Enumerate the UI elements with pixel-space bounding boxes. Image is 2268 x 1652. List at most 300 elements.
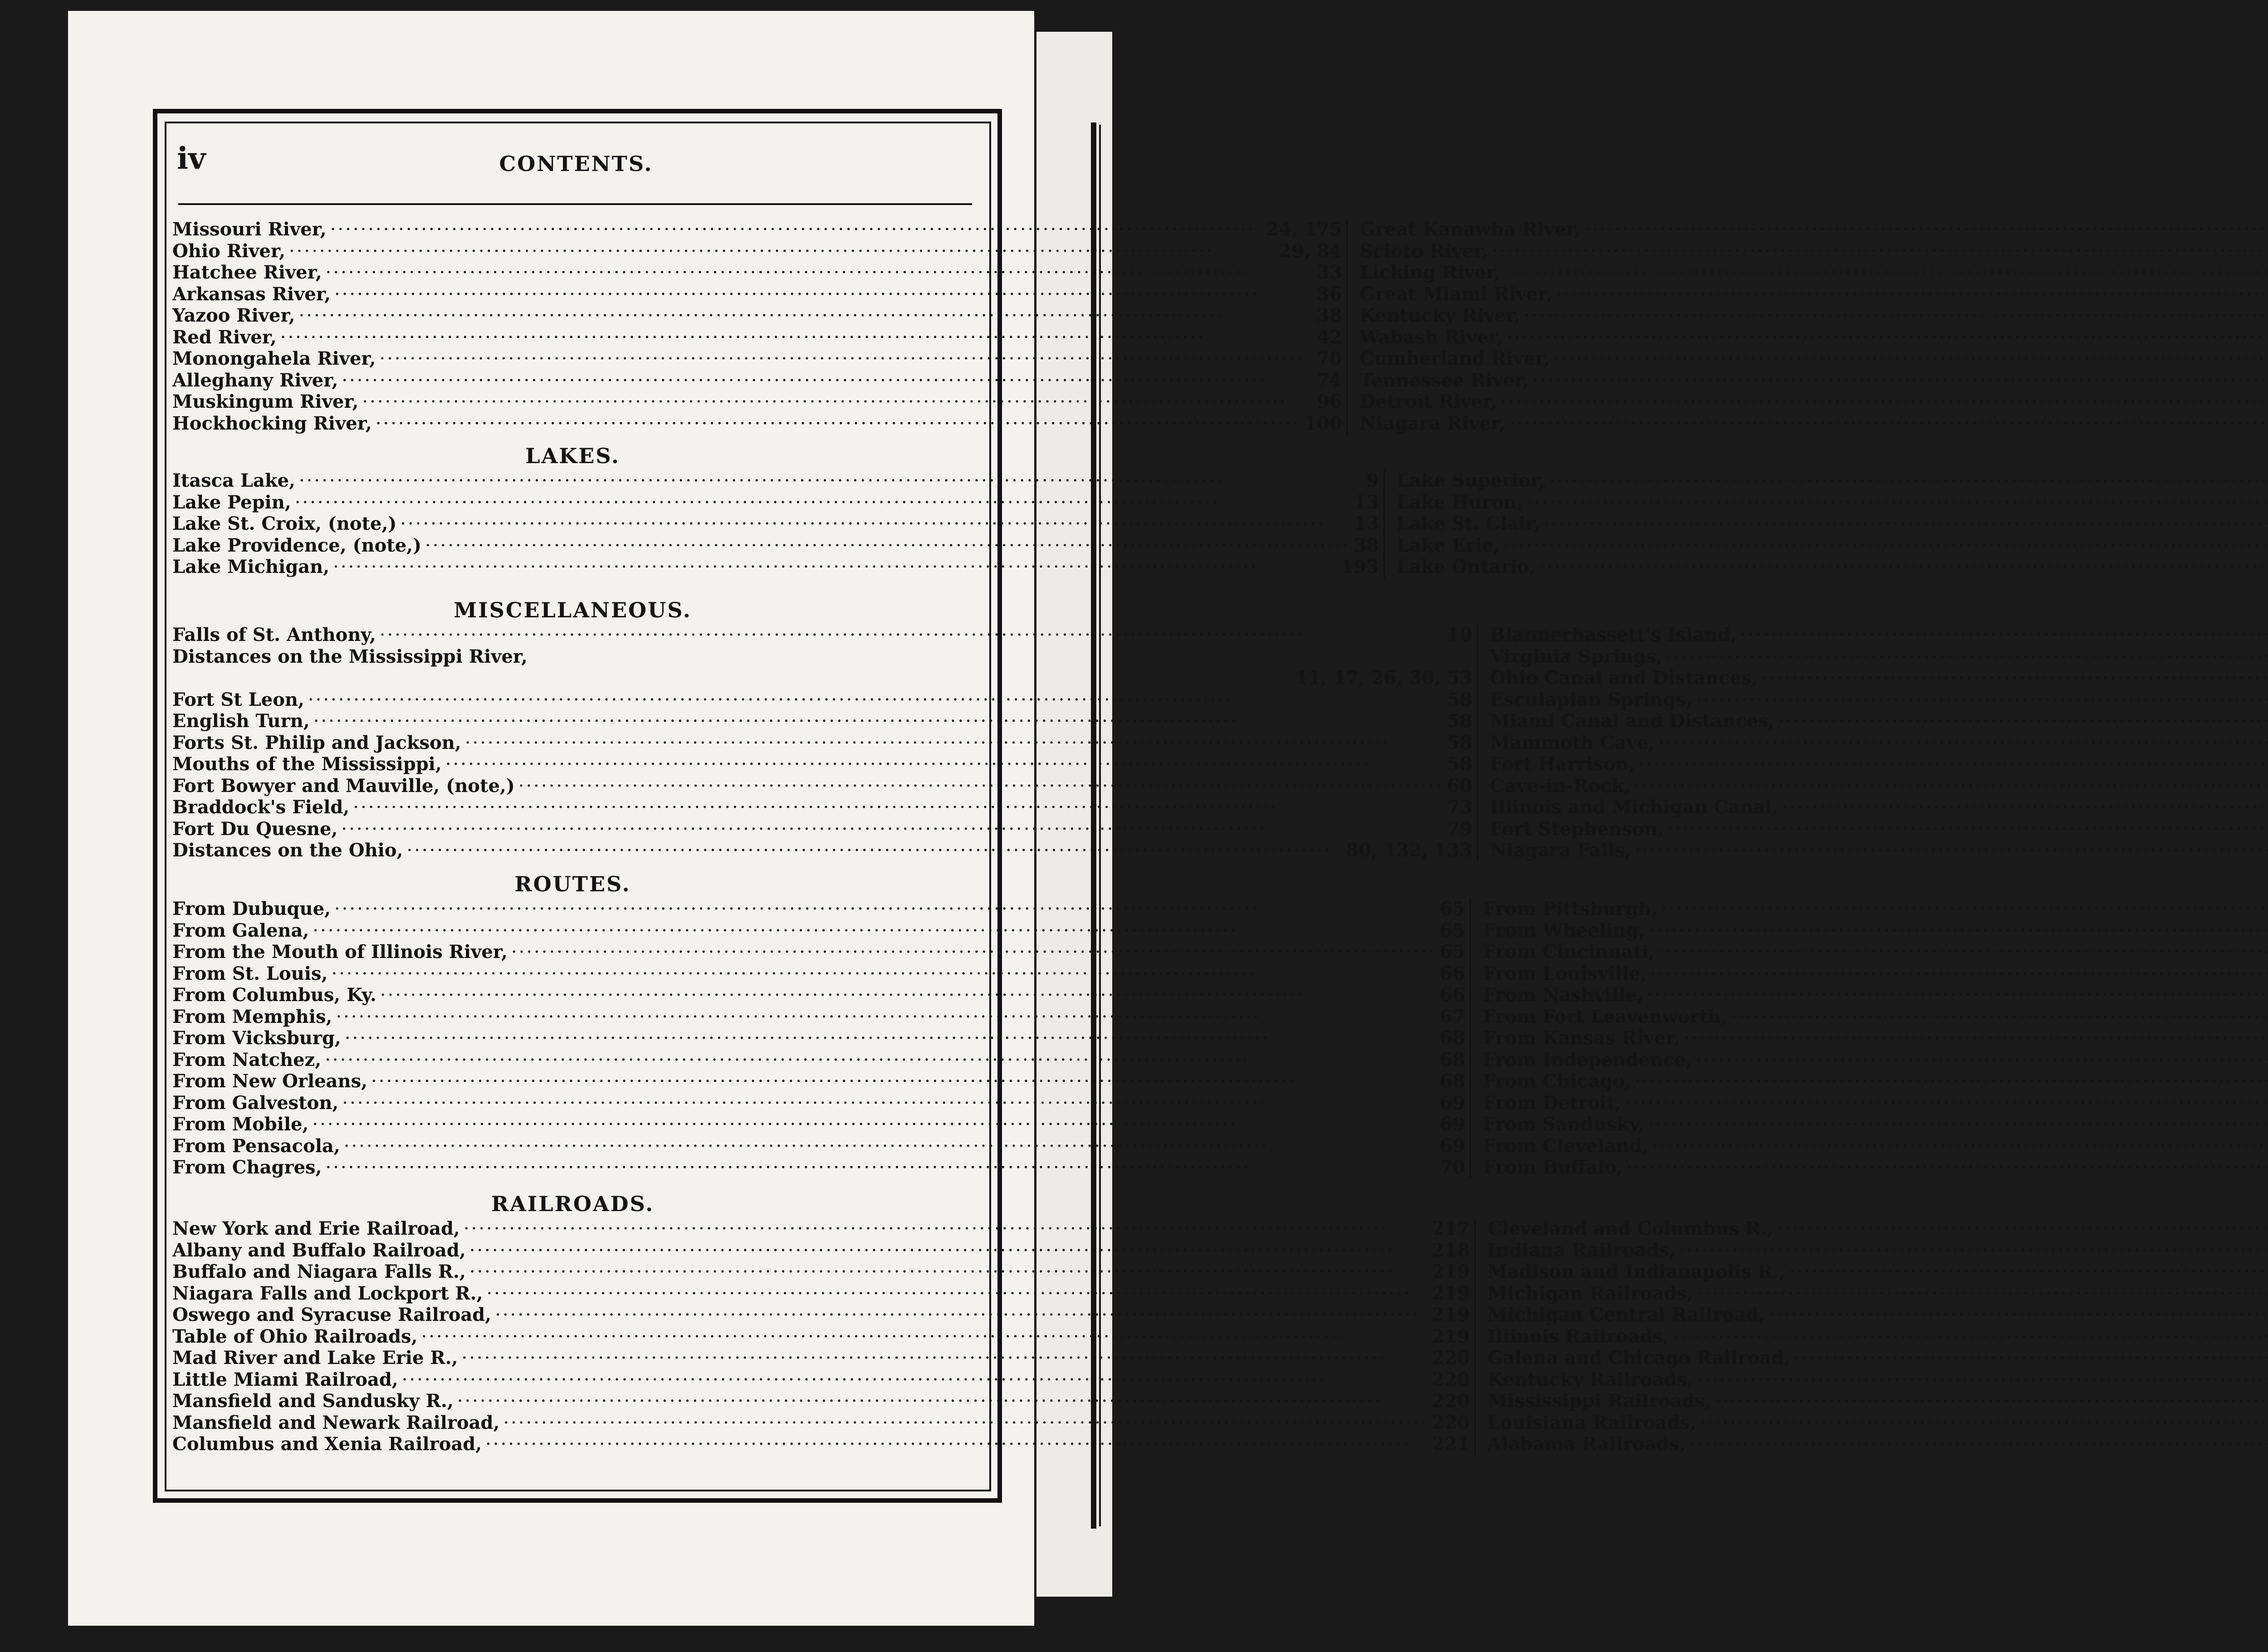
dot-leader	[511, 942, 1436, 963]
dot-leader	[1700, 1413, 2268, 1434]
toc-entry	[1483, 984, 2268, 1006]
dot-leader	[457, 1391, 1428, 1413]
toc-entry	[172, 689, 1472, 711]
dot-leader	[308, 689, 1443, 711]
dot-leader	[1527, 492, 2268, 514]
toc-entry-page: 42	[1316, 326, 1342, 348]
toc-entry-title: Mansfield and Sandusky R.,	[172, 1390, 454, 1412]
rivers-left-column	[172, 219, 1348, 434]
toc-entry-title: Lake Michigan,	[172, 556, 330, 577]
toc-entry-page: 10	[1447, 624, 1472, 645]
toc-entry-title: Niagara Falls,	[1490, 840, 1632, 861]
dot-leader	[1652, 1136, 2268, 1158]
toc-entry	[1487, 1261, 2268, 1283]
dot-leader	[1584, 219, 2268, 241]
toc-entry-title: From Pensacola,	[172, 1135, 340, 1157]
toc-entry	[172, 513, 1379, 535]
page-number: iv	[177, 141, 206, 176]
toc-entry-page: 219	[1432, 1261, 1470, 1282]
toc-entry	[172, 818, 1472, 840]
toc-entry-page: 68	[1440, 1027, 1465, 1049]
toc-entry	[172, 470, 1379, 492]
toc-entry	[1483, 1092, 2268, 1114]
dot-leader	[1544, 513, 2268, 535]
toc-entry-title: Mississippi Railroads,	[1487, 1390, 1711, 1412]
toc-entry	[1359, 370, 2268, 391]
toc-entry	[172, 1326, 1470, 1348]
toc-entry-page: 13	[1354, 513, 1379, 534]
toc-entry	[172, 1135, 1465, 1157]
toc-entry-title: Albany and Buffalo Railroad,	[172, 1239, 466, 1261]
toc-entry-page: 74	[1316, 369, 1342, 391]
toc-entry	[172, 840, 1472, 861]
dot-leader	[1506, 327, 2268, 349]
page-header	[177, 141, 975, 195]
toc-entry-title: Esculapian Springs,	[1490, 689, 1692, 710]
dot-leader	[313, 920, 1436, 942]
toc-entry	[172, 219, 1342, 240]
toc-entry	[1397, 556, 2268, 578]
toc-entry	[172, 1114, 1465, 1135]
dot-leader	[325, 1050, 1436, 1071]
toc-entry	[172, 1369, 1470, 1391]
toc-entry-title: Fort Stephenson,	[1490, 818, 1664, 840]
dot-leader	[469, 1240, 1428, 1262]
section-title-routes: ROUTES.	[514, 872, 631, 896]
toc-entry-page: 58	[1447, 753, 1472, 775]
toc-entry-page: 79	[1447, 818, 1472, 840]
dot-leader	[1634, 1071, 2268, 1093]
toc-entry-page: 29, 84	[1279, 240, 1342, 262]
toc-entry-page: 13	[1354, 491, 1379, 513]
toc-entry-title: Lake Huron,	[1396, 491, 1523, 513]
toc-entry	[172, 1027, 1465, 1049]
toc-entry	[1397, 492, 2268, 513]
toc-entry	[1359, 240, 2268, 262]
toc-entry-title: Cumberland River,	[1359, 348, 1550, 369]
dot-leader	[1666, 646, 2268, 668]
toc-entry-page: 58	[1447, 689, 1472, 710]
toc-entry-title: Kentucky River,	[1359, 305, 1520, 326]
toc-entry-title: Forts St. Philip and Jackson,	[172, 732, 461, 753]
toc-entry-title: Alabama Railroads,	[1487, 1433, 1686, 1455]
dot-leader	[464, 1218, 1428, 1240]
toc-entry-title: Monongahela River,	[172, 348, 376, 369]
toc-entry	[1483, 1157, 2268, 1178]
dot-leader	[1696, 1050, 2268, 1071]
toc-entry	[172, 327, 1342, 348]
toc-entry-title: Licking River,	[1359, 262, 1501, 283]
toc-entry-title: Hatchee River,	[172, 262, 322, 283]
section-railroads	[172, 1190, 1790, 1455]
toc-entry-title: Braddock's Field,	[172, 797, 350, 818]
dot-leader	[1539, 557, 2268, 578]
toc-entry-title: Great Miami River,	[1359, 283, 1553, 305]
toc-entry	[1487, 1412, 2268, 1434]
dot-leader	[341, 819, 1443, 841]
toc-entry	[172, 1070, 1465, 1092]
toc-entry-title: Fort Bowyer and Mauville, (note,)	[172, 775, 515, 797]
toc-entry	[1487, 1369, 2268, 1391]
toc-entry	[172, 535, 1379, 557]
toc-entry-page: 220	[1432, 1412, 1470, 1433]
header-rule	[178, 203, 972, 205]
toc-entry-title: Michigan Central Railroad,	[1487, 1304, 1765, 1325]
section-rivers	[172, 219, 1581, 434]
toc-entry-page: 221	[1432, 1433, 1470, 1455]
toc-entry-title: Lake Pepin,	[172, 491, 291, 513]
railroads-left-column	[172, 1218, 1476, 1455]
toc-entry-page: 38	[1316, 305, 1342, 326]
toc-entry	[172, 1433, 1470, 1455]
toc-entry-title: Indiana Railroads,	[1487, 1239, 1676, 1261]
toc-entry	[1490, 667, 2268, 689]
toc-entry	[1483, 1114, 2268, 1135]
rivers-right-column	[1348, 219, 2268, 434]
toc-entry-title: Red River,	[172, 326, 277, 348]
toc-entry	[172, 941, 1465, 963]
toc-entry-title: From Louisville,	[1482, 963, 1647, 984]
toc-entry-title: New York and Erie Railroad,	[172, 1218, 460, 1239]
toc-entry-title: Louisiana Railroads,	[1487, 1412, 1696, 1433]
toc-entry	[1483, 920, 2268, 942]
toc-entry-title: Miami Canal and Distances,	[1490, 710, 1775, 732]
toc-entry-title: Falls of St. Anthony,	[172, 624, 376, 645]
toc-entry-title: Yazoo River,	[172, 305, 295, 326]
toc-entry-title: From Memphis,	[172, 1006, 332, 1027]
toc-entry-title: From Fort Leavenworth,	[1482, 1006, 1727, 1027]
toc-entry-title: From Buffalo,	[1482, 1157, 1623, 1178]
dot-leader	[1647, 985, 2268, 1007]
toc-entry	[1490, 646, 2268, 668]
toc-entry	[172, 963, 1465, 985]
dot-leader	[1634, 776, 2268, 797]
dot-leader	[1650, 963, 2268, 985]
toc-entry-page: 11, 17, 26, 30, 53	[1295, 667, 1472, 689]
page-title: CONTENTS.	[499, 152, 653, 176]
toc-entry-title: From New Orleans,	[172, 1070, 368, 1092]
toc-entry-title: From Columbus, Ky.	[172, 984, 376, 1006]
toc-entry-title: Missouri River,	[172, 219, 327, 240]
toc-entry	[1483, 1135, 2268, 1157]
dot-leader	[334, 284, 1313, 306]
dot-leader	[1689, 1434, 2268, 1456]
toc-entry-page: 69	[1440, 1092, 1465, 1114]
toc-entry	[172, 1390, 1470, 1412]
toc-entry	[1487, 1326, 2268, 1348]
dot-leader	[1696, 689, 2268, 711]
toc-entry-title: Lake St. Clair,	[1396, 513, 1540, 534]
toc-entry-title: From St. Louis,	[172, 963, 328, 984]
dot-leader	[1554, 348, 2268, 370]
toc-entry-page: 68	[1440, 1070, 1465, 1092]
toc-entry	[172, 348, 1342, 370]
dot-leader	[1672, 1326, 2268, 1348]
dot-leader	[326, 262, 1313, 284]
toc-entry	[1490, 775, 2268, 797]
dot-leader	[445, 754, 1443, 776]
toc-entry-title: From Nashville,	[1482, 984, 1643, 1006]
toc-entry-page: 69	[1440, 1135, 1465, 1157]
dot-leader	[325, 1157, 1436, 1179]
toc-entry-page: 96	[1316, 391, 1342, 412]
toc-entry-title: From Chagres,	[172, 1157, 322, 1178]
dot-leader	[280, 327, 1313, 349]
dot-leader	[376, 413, 1300, 435]
toc-entry-title: Great Kanawha River,	[1359, 219, 1581, 240]
dot-leader	[362, 391, 1313, 413]
toc-entry	[1490, 818, 2268, 840]
toc-entry-title: Lake Ontario,	[1396, 556, 1536, 577]
dot-leader	[486, 1283, 1428, 1305]
section-miscellaneous	[172, 596, 1779, 861]
toc-entry-title: Muskingum River,	[172, 391, 359, 412]
toc-entry-title: Kentucky Railroads,	[1487, 1369, 1693, 1390]
toc-entry-title: From Natchez,	[172, 1049, 322, 1070]
toc-entry-page: 65	[1440, 919, 1465, 941]
toc-entry	[1487, 1390, 2268, 1412]
toc-entry	[172, 556, 1379, 578]
dot-leader	[1679, 1240, 2268, 1262]
dot-leader	[1731, 1007, 2268, 1028]
dot-leader	[1715, 1391, 2268, 1413]
toc-entry	[172, 391, 1342, 413]
dot-leader	[336, 1007, 1436, 1028]
toc-entry-page: 220	[1432, 1347, 1470, 1369]
dot-leader	[1661, 899, 2268, 920]
toc-entry	[172, 1092, 1465, 1114]
dot-leader	[1794, 1348, 2268, 1369]
toc-entry-title: Detroit River,	[1359, 391, 1497, 412]
toc-entry-title: From Cleveland,	[1482, 1135, 1648, 1157]
toc-entry	[172, 775, 1472, 797]
dot-leader	[380, 625, 1443, 646]
toc-entry-page: 218	[1432, 1239, 1470, 1261]
dot-leader	[334, 899, 1436, 920]
toc-entry	[1487, 1347, 2268, 1369]
dot-leader	[400, 513, 1350, 535]
toc-entry	[1359, 283, 2268, 305]
toc-entry	[172, 1157, 1465, 1178]
toc-entry-title: From Sandusky,	[1482, 1114, 1644, 1135]
dot-leader	[342, 370, 1313, 392]
lakes-right-column	[1385, 470, 2268, 578]
toc-entry	[1359, 327, 2268, 348]
toc-entry-page: 219	[1432, 1325, 1470, 1347]
routes-right-column	[1471, 898, 2268, 1178]
dot-leader	[331, 963, 1436, 985]
toc-entry	[1397, 470, 2268, 492]
dot-leader	[461, 1348, 1428, 1369]
toc-entry-page: 68	[1440, 1049, 1465, 1070]
lakes-left-column	[172, 470, 1385, 578]
toc-entry	[1490, 840, 2268, 861]
dot-leader	[299, 305, 1313, 327]
toc-entry-title: Illinois Railroads,	[1487, 1325, 1669, 1347]
toc-entry-title: Fort Harrison,	[1490, 753, 1635, 775]
toc-entry-title: From the Mouth of Illinois River,	[172, 941, 508, 963]
toc-entry-page: 66	[1440, 963, 1465, 984]
misc-right-column	[1478, 624, 2268, 861]
toc-entry	[172, 797, 1472, 818]
dot-leader	[1627, 1157, 2268, 1179]
toc-entry-title: Buffalo and Niagara Falls R.,	[172, 1261, 466, 1282]
toc-entry-page: 33	[1316, 262, 1342, 283]
dot-leader	[371, 1071, 1436, 1093]
section-routes	[172, 870, 1727, 1178]
toc-entry-title: Mad River and Lake Erie R.,	[172, 1347, 458, 1369]
toc-entry	[172, 732, 1472, 754]
toc-entry	[172, 667, 1472, 689]
toc-entry	[172, 240, 1342, 262]
dot-leader	[333, 557, 1337, 578]
toc-entry-title: Little Miami Railroad,	[172, 1369, 398, 1390]
toc-entry-page: 36	[1316, 283, 1342, 305]
dot-leader	[1556, 284, 2268, 306]
toc-entry-title: Mammoth Cave,	[1490, 732, 1655, 753]
toc-entry-title: Ohio River,	[172, 240, 285, 262]
toc-entry-page: 65	[1440, 898, 1465, 919]
toc-entry-title: Hockhocking River,	[172, 412, 372, 434]
toc-entry	[172, 1006, 1465, 1028]
dot-leader	[1649, 920, 2268, 942]
dot-leader	[518, 776, 1443, 797]
toc-entry-title: From Wheeling,	[1482, 919, 1645, 941]
toc-entry	[1487, 1304, 2268, 1326]
toc-entry-title: Scioto River,	[1359, 240, 1488, 262]
toc-entry	[172, 984, 1465, 1006]
dot-leader	[406, 840, 1342, 862]
toc-entry-title: Madison and Indianapolis R.,	[1487, 1261, 1786, 1282]
dot-leader	[1509, 413, 2268, 435]
dot-leader	[1533, 370, 2268, 392]
section-title-miscellaneous: MISCELLANEOUS.	[454, 598, 692, 622]
dot-leader	[1504, 262, 2268, 284]
toc-entry-title: Galena and Chicago Railroad,	[1487, 1347, 1790, 1369]
dot-leader	[312, 1114, 1436, 1136]
toc-entry-page: 58	[1447, 710, 1472, 732]
dot-leader	[380, 985, 1436, 1007]
dot-leader	[313, 711, 1443, 733]
toc-entry-title: English Turn,	[172, 710, 310, 732]
toc-entry	[172, 262, 1342, 283]
toc-entry	[1483, 1070, 2268, 1092]
toc-entry-title: Niagara Falls and Lockport R.,	[172, 1282, 483, 1304]
toc-entry	[1483, 1027, 2268, 1049]
dot-leader	[469, 1261, 1428, 1283]
toc-entry-title: Cleveland and Columbus R.,	[1487, 1218, 1774, 1239]
toc-entry-page: 220	[1432, 1369, 1470, 1390]
toc-entry-page: 220	[1432, 1390, 1470, 1412]
dot-leader	[1782, 797, 2268, 819]
toc-entry-title: Wabash River,	[1359, 326, 1503, 348]
dot-leader	[345, 1028, 1436, 1050]
misc-left-column	[172, 624, 1478, 861]
dot-leader	[1697, 1283, 2268, 1305]
routes-left-column	[172, 898, 1471, 1178]
toc-entry	[172, 492, 1379, 513]
dot-leader	[1524, 305, 2268, 327]
dot-leader	[1777, 1218, 2268, 1240]
toc-entry	[1487, 1218, 2268, 1240]
toc-entry	[172, 283, 1342, 305]
toc-entry-title: Michigan Railroads,	[1487, 1282, 1693, 1304]
dot-leader	[344, 1136, 1436, 1158]
dot-leader	[1789, 1261, 2268, 1283]
toc-entry-page: 24, 175	[1266, 219, 1342, 240]
toc-entry-title: Cave-in-Rock,	[1490, 775, 1631, 797]
toc-entry-page: 70	[1316, 348, 1342, 369]
toc-entry	[172, 1283, 1470, 1305]
dot-leader	[330, 219, 1263, 241]
dot-leader	[1635, 840, 2268, 862]
dot-leader	[1761, 668, 2268, 689]
toc-entry-page: 100	[1304, 412, 1342, 434]
dot-leader	[1769, 1305, 2268, 1326]
toc-entry	[172, 1347, 1470, 1369]
toc-entry-title: From Galveston,	[172, 1092, 339, 1114]
toc-entry	[1483, 941, 2268, 963]
toc-entry	[1483, 1049, 2268, 1071]
toc-entry	[1487, 1240, 2268, 1261]
toc-entry	[172, 1261, 1470, 1283]
toc-entry-title: Mouths of the Mississippi,	[172, 753, 442, 775]
dot-leader	[1658, 942, 2268, 963]
dot-leader	[1778, 711, 2268, 733]
dot-leader	[485, 1434, 1428, 1456]
toc-entry	[172, 898, 1465, 920]
toc-entry	[1359, 262, 2268, 283]
toc-entry-page: 38	[1354, 534, 1379, 556]
toc-entry-title: Distances on the Ohio,	[172, 840, 403, 861]
toc-entry-title: Ohio Canal and Distances,	[1490, 667, 1758, 689]
dot-leader	[425, 535, 1350, 557]
toc-entry-page: 73	[1447, 797, 1472, 818]
dot-leader	[503, 1413, 1428, 1434]
dot-leader	[1625, 1093, 2268, 1114]
section-lakes	[172, 442, 1545, 578]
toc-entry-title: Tennessee River,	[1359, 369, 1529, 391]
toc-entry	[172, 753, 1472, 775]
dot-leader	[1658, 733, 2268, 754]
toc-entry-title: From Cincinnati,	[1482, 941, 1655, 963]
toc-entry	[1487, 1283, 2268, 1305]
toc-entry	[1359, 219, 2268, 240]
toc-entry-page: 9	[1366, 470, 1379, 491]
dot-leader	[1740, 625, 2268, 646]
toc-entry-title: From Independence,	[1482, 1049, 1692, 1070]
dot-leader	[1648, 1114, 2268, 1136]
toc-entry	[172, 1049, 1465, 1071]
toc-entry-page: 80, 132, 133	[1346, 840, 1472, 861]
toc-entry	[172, 624, 1472, 646]
toc-entry-page: 60	[1447, 775, 1472, 797]
dot-leader	[421, 1326, 1428, 1348]
toc-entry-title: Distances on the Mississippi River,	[172, 645, 528, 667]
toc-entry	[1483, 898, 2268, 920]
toc-entry	[1483, 1006, 2268, 1028]
toc-entry-title: From Kansas River,	[1482, 1027, 1681, 1049]
dot-leader	[353, 797, 1443, 819]
toc-entry-title: From Detroit,	[1482, 1092, 1622, 1114]
dot-leader	[465, 733, 1443, 754]
toc-entry-title: Lake Superior,	[1396, 470, 1545, 491]
toc-entry-title: Virginia Springs,	[1490, 645, 1663, 667]
toc-entry	[1397, 513, 2268, 535]
toc-entry-page: 67	[1440, 1006, 1465, 1027]
toc-entry	[172, 920, 1465, 942]
dot-leader	[1667, 819, 2268, 841]
